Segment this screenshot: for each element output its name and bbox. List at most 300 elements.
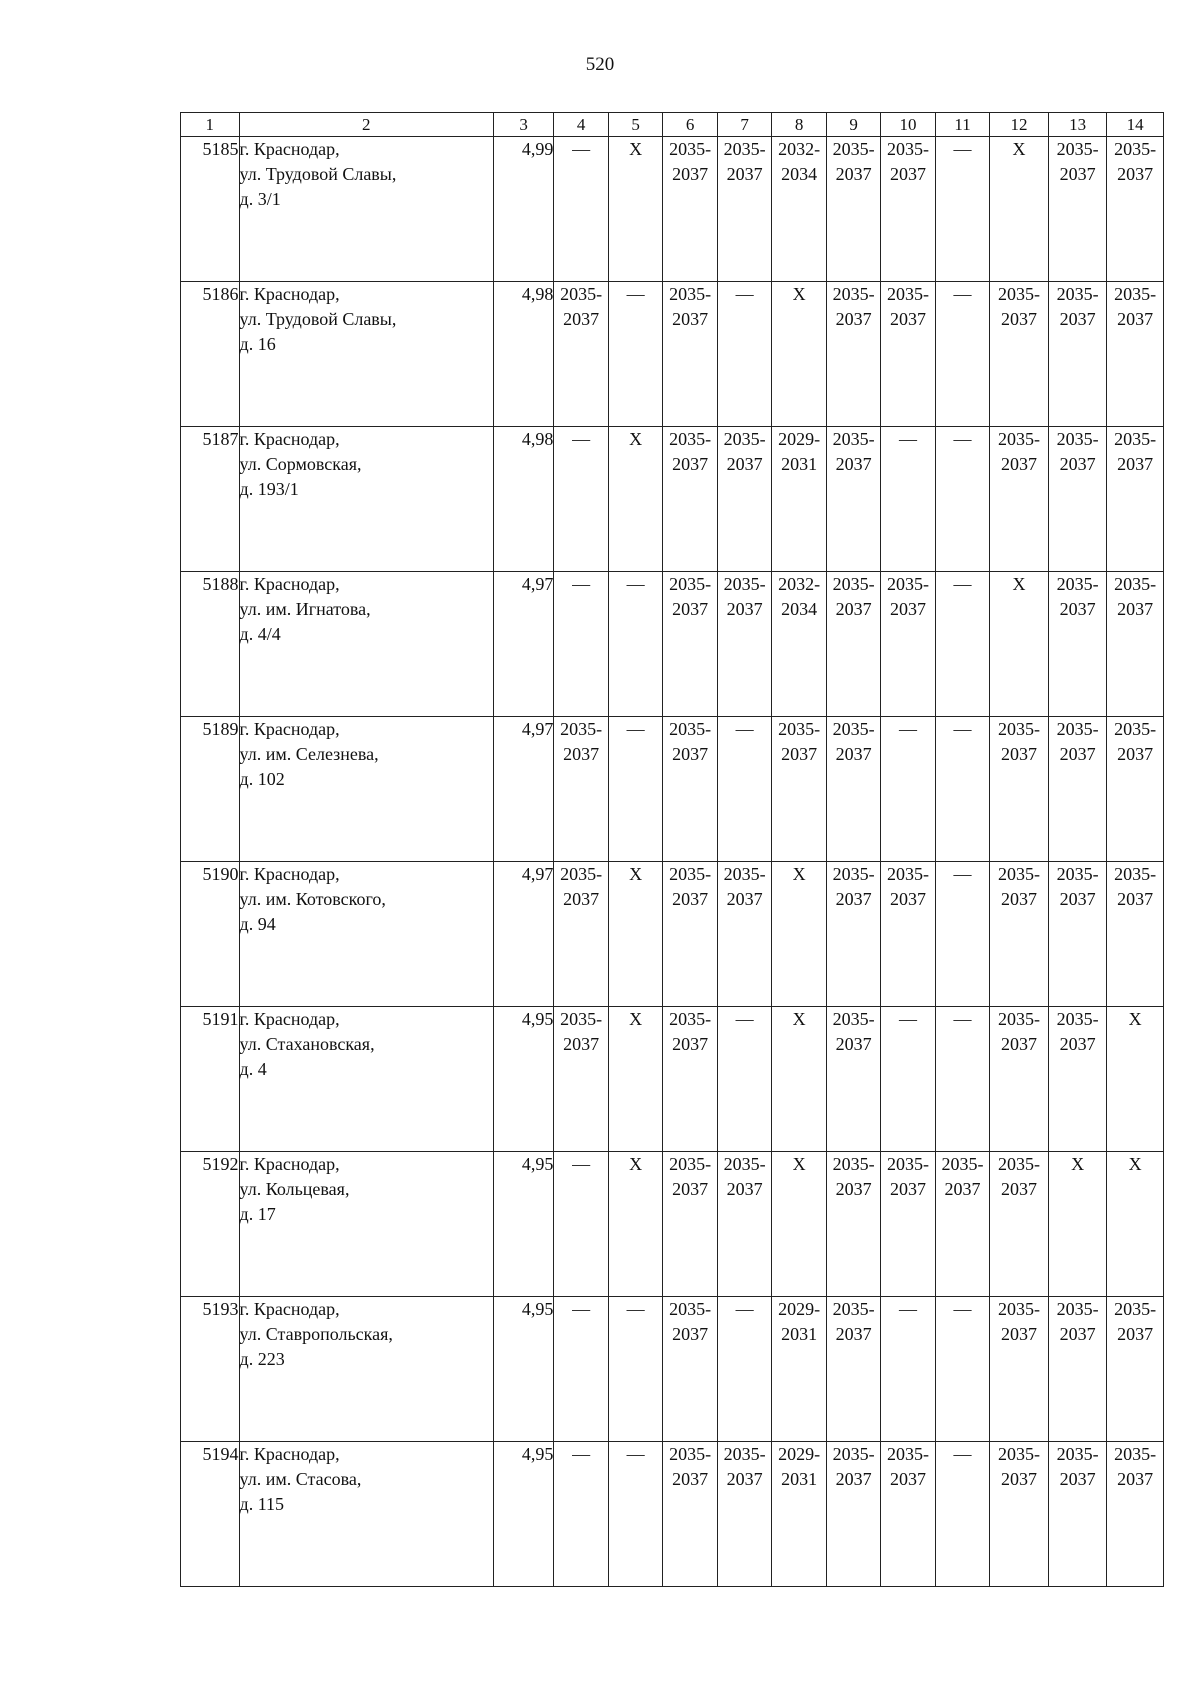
period-value: 2035-: [669, 429, 712, 449]
period-value: 2037: [835, 309, 872, 329]
period-value: —: [572, 1299, 591, 1319]
period-cell: [826, 1442, 880, 1587]
period-value: 2037: [890, 309, 927, 329]
period-cell: [717, 1152, 771, 1297]
period-value: —: [572, 1154, 591, 1174]
period-value: 2035-: [560, 284, 603, 304]
period-value: 2035-: [832, 1154, 875, 1174]
period-value: 2035-: [560, 719, 603, 739]
address-cell: [239, 137, 493, 282]
address-line: д. 193/1: [239, 479, 299, 499]
period-cell: [826, 717, 880, 862]
period-value: 2035-: [1114, 284, 1157, 304]
period-value: 2037: [890, 164, 927, 184]
period-cell: [554, 427, 608, 572]
period-value: 2037: [563, 309, 600, 329]
period-cell: [608, 717, 662, 862]
period-value: 2035-: [669, 1009, 712, 1029]
period-cell: [935, 1152, 989, 1297]
period-value: X: [1128, 1154, 1142, 1174]
score-cell: 4,95: [493, 1152, 554, 1297]
period-value: 2037: [1117, 164, 1154, 184]
period-value: —: [735, 284, 754, 304]
period-cell: [826, 137, 880, 282]
period-value: —: [572, 139, 591, 159]
period-cell: [608, 862, 662, 1007]
period-cell: [990, 1152, 1049, 1297]
period-value: 2035-: [832, 284, 875, 304]
score-cell: 4,99: [493, 137, 554, 282]
address-line: г. Краснодар,: [239, 1299, 340, 1319]
table-row: [181, 717, 1164, 862]
period-cell: [608, 427, 662, 572]
period-cell: [1107, 717, 1164, 862]
record-number: 5191: [181, 1007, 240, 1152]
period-value: 2037: [672, 744, 709, 764]
period-cell: [1107, 137, 1164, 282]
address-line: г. Краснодар,: [239, 719, 340, 739]
period-value: 2035-: [887, 864, 930, 884]
period-cell: [554, 1442, 608, 1587]
score-cell: 4,98: [493, 282, 554, 427]
period-cell: [772, 1152, 826, 1297]
period-cell: [1107, 1297, 1164, 1442]
period-value: 2037: [726, 1179, 763, 1199]
period-value: 2037: [726, 1469, 763, 1489]
period-value: 2037: [672, 1324, 709, 1344]
period-value: —: [899, 429, 918, 449]
column-number-header: 10: [881, 113, 935, 137]
record-number: 5189: [181, 717, 240, 862]
period-value: 2037: [835, 599, 872, 619]
period-value: 2037: [1001, 454, 1038, 474]
period-value: 2031: [781, 1324, 818, 1344]
period-value: 2035-: [669, 139, 712, 159]
period-cell: [1107, 1152, 1164, 1297]
period-value: 2037: [1117, 309, 1154, 329]
period-value: 2037: [890, 599, 927, 619]
address-line: г. Краснодар,: [239, 864, 340, 884]
period-cell: [717, 572, 771, 717]
address-line: д. 3/1: [239, 189, 281, 209]
column-number-header: 6: [663, 113, 717, 137]
period-value: 2035-: [832, 864, 875, 884]
period-value: 2037: [1001, 1034, 1038, 1054]
period-cell: [554, 282, 608, 427]
period-cell: [826, 1297, 880, 1442]
period-cell: [663, 1442, 717, 1587]
period-value: 2037: [1117, 1469, 1154, 1489]
table-row: [181, 1007, 1164, 1152]
period-cell: [1048, 137, 1107, 282]
period-value: —: [953, 1299, 972, 1319]
period-value: 2035-: [1056, 1444, 1099, 1464]
column-number-header: 8: [772, 113, 826, 137]
period-cell: [881, 1007, 935, 1152]
address-line: ул. Ставропольская,: [239, 1324, 393, 1344]
score-cell: 4,97: [493, 572, 554, 717]
period-cell: [772, 572, 826, 717]
column-number-row: [181, 113, 1164, 137]
period-value: 2037: [835, 1034, 872, 1054]
period-cell: [608, 282, 662, 427]
address-cell: [239, 1007, 493, 1152]
period-cell: [826, 282, 880, 427]
period-value: —: [953, 1009, 972, 1029]
address-cell: [239, 282, 493, 427]
period-value: —: [953, 574, 972, 594]
period-cell: [1048, 1152, 1107, 1297]
period-value: —: [626, 1444, 645, 1464]
period-value: 2029-: [778, 1444, 821, 1464]
period-value: 2037: [1059, 599, 1096, 619]
period-cell: [1048, 572, 1107, 717]
table-row: [181, 282, 1164, 427]
period-cell: [608, 137, 662, 282]
period-value: 2037: [1001, 744, 1038, 764]
period-cell: [826, 862, 880, 1007]
period-value: —: [899, 1299, 918, 1319]
period-cell: [554, 137, 608, 282]
period-value: 2037: [726, 164, 763, 184]
column-number-header: 1: [181, 113, 240, 137]
period-cell: [1107, 1442, 1164, 1587]
period-value: 2035-: [1114, 139, 1157, 159]
period-value: —: [626, 284, 645, 304]
period-value: 2035-: [1114, 429, 1157, 449]
period-value: 2037: [944, 1179, 981, 1199]
period-value: 2035-: [1056, 429, 1099, 449]
period-cell: [717, 427, 771, 572]
period-value: 2037: [1001, 889, 1038, 909]
record-number: 5193: [181, 1297, 240, 1442]
period-cell: [772, 717, 826, 862]
address-line: г. Краснодар,: [239, 284, 340, 304]
column-number-header: 12: [990, 113, 1049, 137]
period-value: 2035-: [998, 1009, 1041, 1029]
period-value: —: [953, 429, 972, 449]
address-line: ул. Сормовская,: [239, 454, 362, 474]
period-cell: [935, 717, 989, 862]
score-cell: 4,95: [493, 1442, 554, 1587]
period-cell: [717, 137, 771, 282]
period-cell: [935, 1297, 989, 1442]
period-value: —: [899, 1009, 918, 1029]
period-value: 2035-: [998, 1299, 1041, 1319]
period-cell: [935, 862, 989, 1007]
period-value: 2037: [890, 889, 927, 909]
period-value: 2037: [835, 1324, 872, 1344]
period-cell: [554, 1007, 608, 1152]
address-cell: [239, 1152, 493, 1297]
period-cell: [935, 137, 989, 282]
record-number: 5190: [181, 862, 240, 1007]
period-value: 2037: [835, 1469, 872, 1489]
score-cell: 4,95: [493, 1007, 554, 1152]
period-value: X: [792, 284, 806, 304]
address-line: г. Краснодар,: [239, 429, 340, 449]
period-value: 2037: [1001, 1469, 1038, 1489]
period-value: 2035-: [1056, 1009, 1099, 1029]
period-cell: [935, 572, 989, 717]
period-value: —: [626, 1299, 645, 1319]
record-number: 5187: [181, 427, 240, 572]
period-value: 2037: [1001, 1324, 1038, 1344]
period-value: 2035-: [669, 864, 712, 884]
period-cell: [1048, 282, 1107, 427]
period-value: 2035-: [998, 719, 1041, 739]
period-value: 2035-: [832, 429, 875, 449]
period-value: 2035-: [723, 574, 766, 594]
period-value: 2037: [835, 164, 872, 184]
column-number-header: 5: [608, 113, 662, 137]
address-line: ул. Трудовой Славы,: [239, 309, 397, 329]
period-value: —: [735, 1299, 754, 1319]
period-value: X: [1012, 574, 1026, 594]
period-value: 2037: [672, 1469, 709, 1489]
period-value: X: [792, 864, 806, 884]
address-cell: [239, 862, 493, 1007]
record-number: 5186: [181, 282, 240, 427]
table-row: [181, 1442, 1164, 1587]
period-cell: [663, 137, 717, 282]
column-number-header: 9: [826, 113, 880, 137]
period-cell: [554, 862, 608, 1007]
period-cell: [717, 282, 771, 427]
period-value: 2037: [672, 309, 709, 329]
period-cell: [717, 862, 771, 1007]
period-value: X: [1071, 1154, 1085, 1174]
table-row: [181, 1297, 1164, 1442]
period-value: —: [626, 574, 645, 594]
period-value: 2035-: [1114, 719, 1157, 739]
period-value: 2032-: [778, 574, 821, 594]
period-cell: [717, 1007, 771, 1152]
period-cell: [663, 717, 717, 862]
period-cell: [608, 1007, 662, 1152]
period-cell: [1107, 572, 1164, 717]
period-value: 2035-: [832, 139, 875, 159]
period-cell: [663, 427, 717, 572]
period-value: 2037: [890, 1179, 927, 1199]
period-cell: [990, 717, 1049, 862]
period-cell: [1107, 862, 1164, 1007]
address-line: ул. Трудовой Славы,: [239, 164, 397, 184]
record-number: 5192: [181, 1152, 240, 1297]
address-line: ул. им. Котовского,: [239, 889, 386, 909]
period-value: 2037: [672, 164, 709, 184]
period-cell: [881, 717, 935, 862]
period-value: 2037: [1059, 1324, 1096, 1344]
period-value: X: [629, 1009, 643, 1029]
period-cell: [826, 1007, 880, 1152]
period-value: —: [953, 1444, 972, 1464]
address-line: г. Краснодар,: [239, 1154, 340, 1174]
period-cell: [663, 572, 717, 717]
period-cell: [554, 717, 608, 862]
address-line: ул. им. Селезнева,: [239, 744, 379, 764]
table-row: [181, 572, 1164, 717]
period-cell: [1048, 427, 1107, 572]
column-number-header: 7: [717, 113, 771, 137]
period-value: 2037: [563, 1034, 600, 1054]
period-cell: [608, 1152, 662, 1297]
period-cell: [990, 137, 1049, 282]
period-value: 2035-: [832, 719, 875, 739]
period-value: 2037: [835, 889, 872, 909]
period-value: 2035-: [723, 864, 766, 884]
address-line: д. 4/4: [239, 624, 281, 644]
period-cell: [663, 1297, 717, 1442]
period-cell: [554, 572, 608, 717]
period-value: 2035-: [669, 284, 712, 304]
period-cell: [663, 1152, 717, 1297]
address-line: г. Краснодар,: [239, 1009, 340, 1029]
address-line: д. 115: [239, 1494, 285, 1514]
period-value: —: [953, 284, 972, 304]
period-value: 2037: [1059, 1469, 1096, 1489]
period-value: 2035-: [1056, 284, 1099, 304]
period-value: 2037: [726, 454, 763, 474]
address-line: ул. им. Игнатова,: [239, 599, 371, 619]
period-cell: [881, 427, 935, 572]
period-cell: [554, 1297, 608, 1442]
address-line: ул. Кольцевая,: [239, 1179, 350, 1199]
record-number: 5194: [181, 1442, 240, 1587]
period-value: —: [572, 574, 591, 594]
period-cell: [881, 282, 935, 427]
period-value: —: [626, 719, 645, 739]
period-value: 2037: [781, 744, 818, 764]
period-value: 2034: [781, 164, 818, 184]
period-value: 2035-: [723, 139, 766, 159]
period-value: 2037: [1059, 454, 1096, 474]
period-cell: [1107, 282, 1164, 427]
period-cell: [1107, 1007, 1164, 1152]
period-value: 2037: [1117, 744, 1154, 764]
period-cell: [881, 1152, 935, 1297]
period-value: 2035-: [998, 284, 1041, 304]
table-row: [181, 1152, 1164, 1297]
period-cell: [826, 1152, 880, 1297]
period-value: 2037: [563, 889, 600, 909]
period-value: 2037: [835, 454, 872, 474]
period-value: —: [572, 1444, 591, 1464]
period-cell: [935, 1007, 989, 1152]
address-line: д. 4: [239, 1059, 267, 1079]
address-line: ул. им. Стасова,: [239, 1469, 362, 1489]
period-value: 2037: [1001, 1179, 1038, 1199]
period-value: 2037: [563, 744, 600, 764]
table-row: [181, 862, 1164, 1007]
period-cell: [935, 427, 989, 572]
address-line: г. Краснодар,: [239, 139, 340, 159]
address-line: д. 16: [239, 334, 276, 354]
period-value: 2035-: [1114, 574, 1157, 594]
period-value: 2035-: [669, 574, 712, 594]
period-cell: [608, 1442, 662, 1587]
period-value: —: [953, 139, 972, 159]
table-row: [181, 137, 1164, 282]
period-value: —: [899, 719, 918, 739]
period-value: 2034: [781, 599, 818, 619]
address-cell: [239, 1442, 493, 1587]
period-value: 2035-: [723, 1444, 766, 1464]
period-cell: [990, 1007, 1049, 1152]
period-value: 2035-: [669, 719, 712, 739]
period-value: 2037: [1117, 454, 1154, 474]
score-cell: 4,97: [493, 717, 554, 862]
period-value: 2037: [1001, 309, 1038, 329]
period-value: 2035-: [832, 1299, 875, 1319]
period-value: —: [572, 429, 591, 449]
period-value: 2035-: [1056, 864, 1099, 884]
period-value: 2037: [1059, 309, 1096, 329]
period-value: 2035-: [998, 864, 1041, 884]
score-cell: 4,97: [493, 862, 554, 1007]
period-value: 2035-: [941, 1154, 984, 1174]
period-cell: [663, 862, 717, 1007]
period-cell: [881, 572, 935, 717]
period-cell: [881, 137, 935, 282]
address-cell: [239, 717, 493, 862]
period-value: 2035-: [669, 1154, 712, 1174]
period-value: 2035-: [998, 1154, 1041, 1174]
record-number: 5185: [181, 137, 240, 282]
period-value: 2035-: [1114, 864, 1157, 884]
score-cell: 4,95: [493, 1297, 554, 1442]
period-value: 2035-: [1114, 1299, 1157, 1319]
period-value: 2035-: [998, 429, 1041, 449]
period-cell: [772, 862, 826, 1007]
period-value: 2037: [726, 889, 763, 909]
period-cell: [826, 427, 880, 572]
column-number-header: 14: [1107, 113, 1164, 137]
period-value: 2035-: [887, 574, 930, 594]
period-cell: [663, 1007, 717, 1152]
page-number: 520: [585, 54, 615, 75]
period-cell: [990, 427, 1049, 572]
period-value: —: [953, 864, 972, 884]
period-value: 2035-: [778, 719, 821, 739]
period-value: 2035-: [1056, 1299, 1099, 1319]
period-value: 2035-: [1056, 574, 1099, 594]
period-cell: [772, 427, 826, 572]
period-cell: [717, 717, 771, 862]
period-value: 2035-: [832, 1444, 875, 1464]
period-value: X: [629, 429, 643, 449]
period-cell: [1048, 1297, 1107, 1442]
period-value: 2032-: [778, 139, 821, 159]
address-line: ул. Стахановская,: [239, 1034, 375, 1054]
period-value: —: [735, 1009, 754, 1029]
period-value: 2037: [835, 1179, 872, 1199]
period-value: X: [629, 864, 643, 884]
address-line: д. 17: [239, 1204, 276, 1224]
housing-register-table: [180, 112, 1164, 1587]
period-cell: [772, 137, 826, 282]
period-value: 2031: [781, 454, 818, 474]
period-value: 2029-: [778, 1299, 821, 1319]
period-cell: [1048, 862, 1107, 1007]
period-value: X: [629, 1154, 643, 1174]
column-number-header: 4: [554, 113, 608, 137]
period-value: 2029-: [778, 429, 821, 449]
record-number: 5188: [181, 572, 240, 717]
period-value: 2031: [781, 1469, 818, 1489]
period-value: 2037: [1117, 599, 1154, 619]
period-value: X: [1128, 1009, 1142, 1029]
